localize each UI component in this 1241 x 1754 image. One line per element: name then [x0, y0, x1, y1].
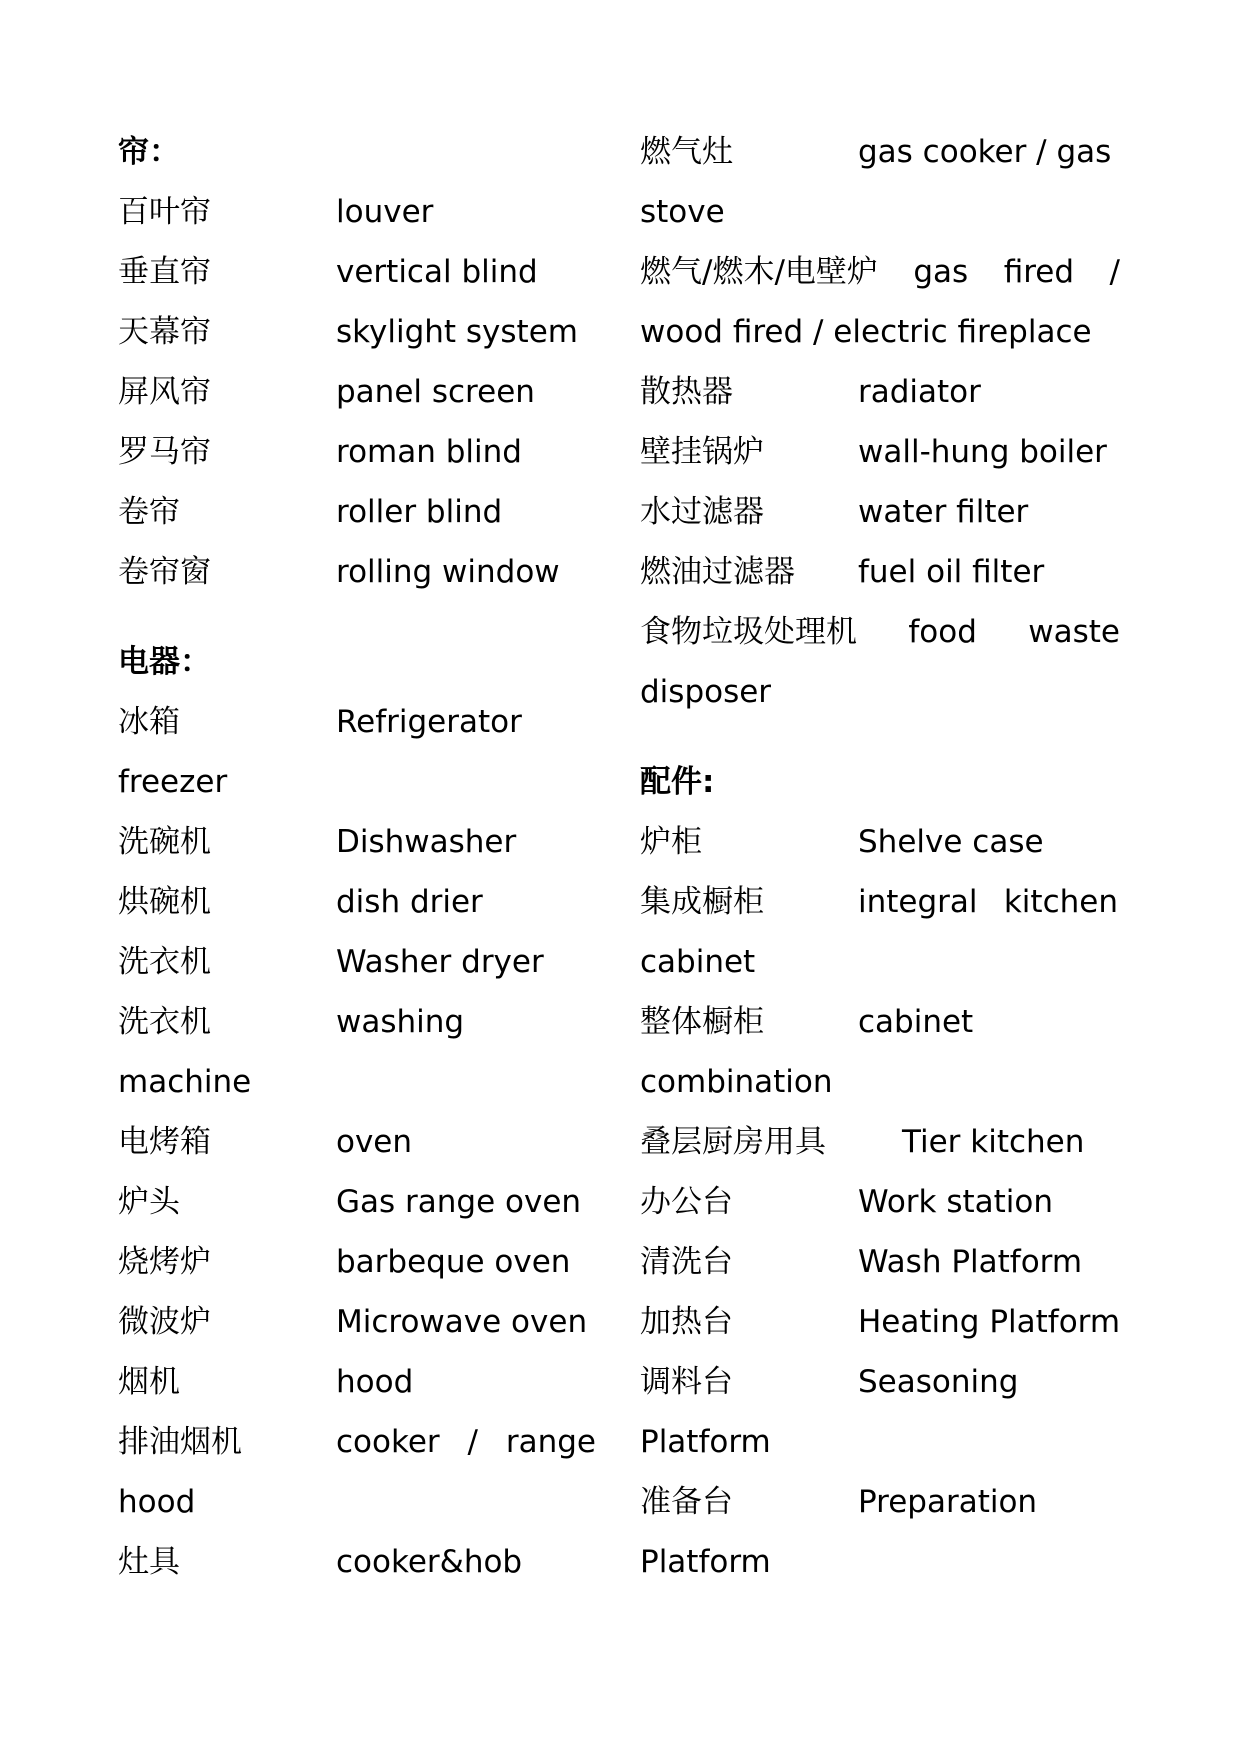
term-en: roller blind: [336, 494, 503, 530]
term-en: washing: [336, 1004, 465, 1040]
term-zh: 屏风帘: [118, 374, 211, 410]
term-en: rolling window: [336, 554, 560, 590]
heading-appliance: 电器：: [118, 644, 211, 680]
term-en: Seasoning: [858, 1364, 1019, 1400]
term-zh: 燃油过滤器: [640, 554, 795, 590]
entry-continuation: Platform: [640, 1544, 771, 1580]
word: fired: [1003, 254, 1075, 290]
term-zh: 调料台: [640, 1364, 733, 1400]
word: integral: [858, 884, 978, 920]
term-en: hood: [336, 1364, 414, 1400]
entry-continuation: cabinet: [640, 944, 756, 980]
term-en: skylight system: [336, 314, 578, 350]
term-en: vertical blind: [336, 254, 538, 290]
term-en: Refrigerator: [336, 704, 522, 740]
term-zh: 天幕帘: [118, 314, 211, 350]
term-zh: 电烤箱: [118, 1124, 211, 1160]
entry-continuation: freezer: [118, 764, 228, 800]
term-en: fuel oil filter: [858, 554, 1045, 590]
term-zh: 洗衣机: [118, 944, 211, 980]
term-en: panel screen: [336, 374, 535, 410]
term-en-justified: [336, 1412, 596, 1472]
term-en: Preparation: [858, 1484, 1038, 1520]
term-zh: 罗马帘: [118, 434, 211, 470]
term-zh: 百叶帘: [118, 194, 211, 230]
term-en: Wash Platform: [858, 1244, 1083, 1280]
word: cooker: [336, 1424, 440, 1460]
term-zh: 准备台: [640, 1484, 733, 1520]
term-en: roman blind: [336, 434, 522, 470]
entry-continuation: stove: [640, 194, 725, 230]
term-zh: 水过滤器: [640, 494, 764, 530]
term-zh: 排油烟机: [118, 1424, 242, 1460]
entry-continuation: hood: [118, 1484, 196, 1520]
term-zh: 叠层厨房用具: [640, 1124, 826, 1160]
word: 燃气/燃木/电壁炉: [640, 254, 878, 290]
word: range: [505, 1424, 596, 1460]
term-en: Shelve case: [858, 824, 1044, 860]
term-zh: 炉头: [118, 1184, 180, 1220]
word: /: [1109, 254, 1120, 290]
term-en: cooker&hob: [336, 1544, 523, 1580]
term-zh: 烘碗机: [118, 884, 211, 920]
term-en: Heating Platform: [858, 1304, 1121, 1340]
term-en: cabinet: [858, 1004, 974, 1040]
word: 食物垃圾处理机: [640, 614, 857, 650]
heading-parts: 配件:: [640, 764, 715, 800]
term-zh: 烧烤炉: [118, 1244, 211, 1280]
term-en: Dishwasher: [336, 824, 517, 860]
term-zh: 微波炉: [118, 1304, 211, 1340]
term-zh: 洗衣机: [118, 1004, 211, 1040]
term-zh: 垂直帘: [118, 254, 211, 290]
entry-continuation: Platform: [640, 1424, 771, 1460]
word: waste: [1028, 614, 1120, 650]
term-en: radiator: [858, 374, 981, 410]
word: /: [467, 1424, 478, 1460]
term-zh: 卷帘: [118, 494, 180, 530]
term-en-justified: [858, 872, 1118, 932]
term-en: Gas range oven: [336, 1184, 582, 1220]
term-zh: 整体橱柜: [640, 1004, 764, 1040]
term-en: oven: [336, 1124, 413, 1160]
word: kitchen: [1003, 884, 1118, 920]
term-zh: 清洗台: [640, 1244, 733, 1280]
justified-line: [640, 602, 1120, 662]
term-zh: 燃气灶: [640, 134, 733, 170]
term-zh: 洗碗机: [118, 824, 211, 860]
term-en: wall-hung boiler: [858, 434, 1107, 470]
term-en: Washer dryer: [336, 944, 544, 980]
term-zh: 办公台: [640, 1184, 733, 1220]
term-zh: 散热器: [640, 374, 733, 410]
term-en: barbeque oven: [336, 1244, 571, 1280]
term-zh: 冰箱: [118, 704, 180, 740]
term-zh: 卷帘窗: [118, 554, 211, 590]
entry-continuation: disposer: [640, 674, 772, 710]
term-en: water filter: [858, 494, 1029, 530]
justified-line: [640, 242, 1120, 302]
word: food: [908, 614, 977, 650]
term-zh: 集成橱柜: [640, 884, 764, 920]
term-en: gas cooker / gas: [858, 134, 1112, 170]
term-en: Work station: [858, 1184, 1054, 1220]
term-zh: 灶具: [118, 1544, 180, 1580]
term-en: dish drier: [336, 884, 483, 920]
term-zh: 炉柜: [640, 824, 702, 860]
term-zh: 烟机: [118, 1364, 180, 1400]
term-en: Microwave oven: [336, 1304, 588, 1340]
term-en: louver: [336, 194, 434, 230]
entry-continuation: machine: [118, 1064, 252, 1100]
entry-continuation: wood fired / electric fireplace: [640, 314, 1092, 350]
entry-continuation: combination: [640, 1064, 833, 1100]
term-zh: 壁挂锅炉: [640, 434, 764, 470]
word: gas: [913, 254, 969, 290]
term-en: Tier kitchen: [902, 1124, 1085, 1160]
term-zh: 加热台: [640, 1304, 733, 1340]
heading-curtain: 帘：: [118, 134, 180, 170]
